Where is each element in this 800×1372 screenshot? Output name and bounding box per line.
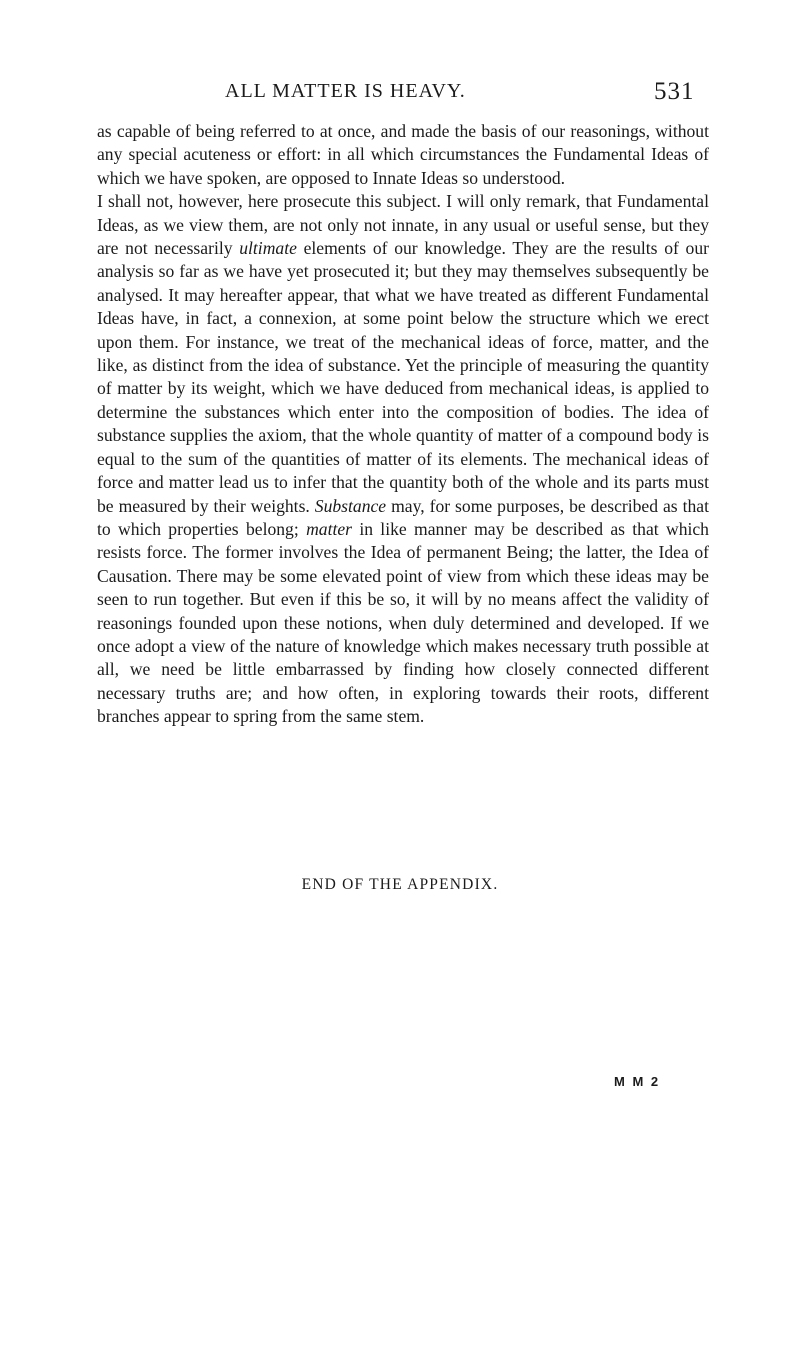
end-of-appendix-mark: END OF THE APPENDIX. xyxy=(301,876,499,893)
text-run: elements of our knowledge. They are the results of our analysis so far as we have yet prosecuted it; but they may themselves subsequently be analysed. It may hereafter appear, that what we have treated as different Fundamental Ideas have, in fact, a connexion, at some point below the structure which we erect upon them. For instance, we treat of the mechanical ideas of force, matter, and the like, as distinct from the idea of substance. Yet the principle of measuring the quantity of matter by its weight, which we have deduced from mechanical ideas, is applied to determine the substances which enter into the composition of bodies. The idea of substance supplies the axiom, that the whole quantity of matter of a compound body is equal to the sum of the quantities of matter of its elements. The mechanical ideas of force and matter lead us to infer that the quantity both of the whole and its parts must be measured by their weights. xyxy=(97,238,709,516)
text-run: I shall not, however, here prosecute this subject. I will only remark, that Fundamental Ideas, as we view them, are not only not innate, in any usual or useful sense, but they are not necessarily xyxy=(97,191,709,259)
paragraph-continuation: as capable of being referred to at once, and made the basis of our reasonings, without any special acuteness or effort: in all which circumstances the Fundamental Ideas of which we have spoken, are opposed to Innate Ideas so understood. xyxy=(97,121,709,188)
running-title: ALL MATTER IS HEAVY. xyxy=(225,80,466,102)
printer-signature-mark: M M 2 xyxy=(614,1074,661,1089)
paragraph-main xyxy=(97,190,709,728)
italic-term-substance: Substance xyxy=(314,495,387,516)
text-run: may, for some purposes, be described as that to which properties belong; xyxy=(97,495,709,539)
body-text xyxy=(97,120,709,729)
page-number: 531 xyxy=(654,78,695,105)
text-run: in like manner may be described as that which resists force. The former involves the Idea of permanent Being; the latter, the Idea of Causation. There may be some elevated point of view from which these ideas may be seen to run together. But even if this be so, it will by no means affect the validity of reasonings founded upon these notions, when duly determined and developed. If we once adopt a view of the nature of knowledge which makes necessary truth possible at all, we need be little embarrassed by finding how closely connected different necessary truths are; and how often, in exploring towards their roots, different branches appear to spring from the same stem. xyxy=(97,518,709,727)
italic-term-ultimate: ultimate xyxy=(239,238,297,259)
italic-term-matter: matter xyxy=(306,518,352,539)
